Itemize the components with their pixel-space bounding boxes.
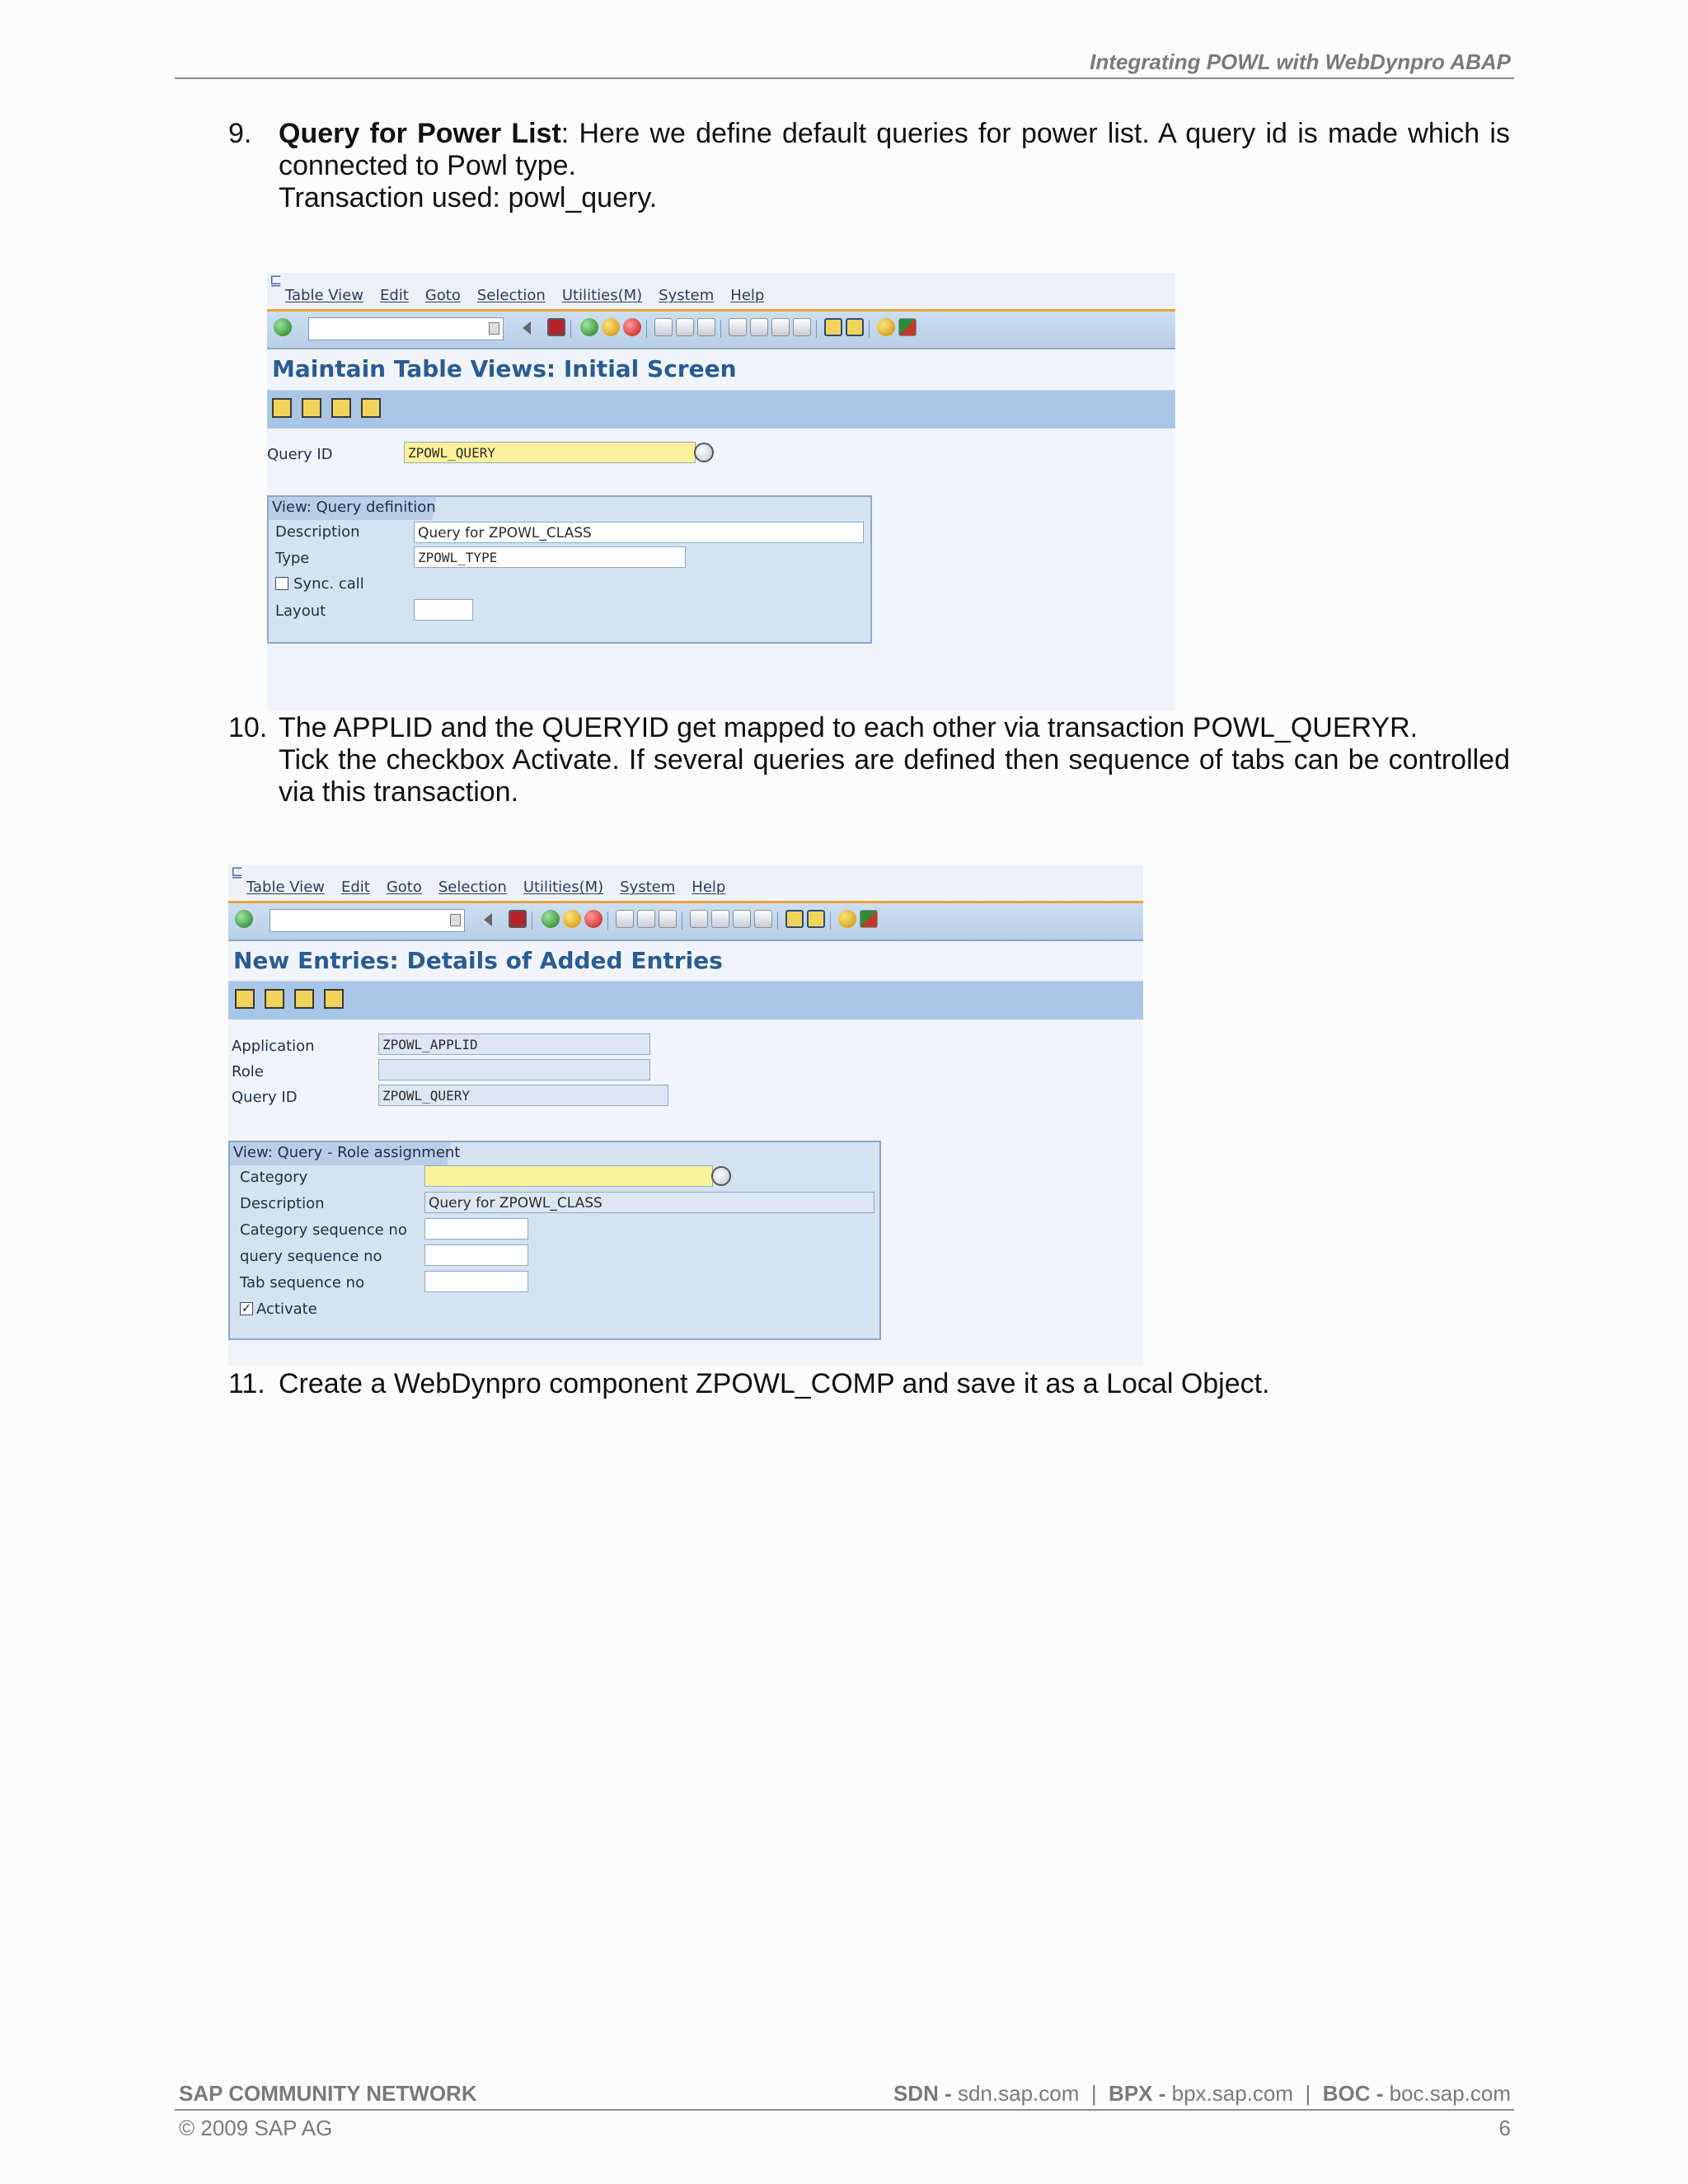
category-label: Category (240, 1169, 308, 1186)
step-11-line1: Create a WebDynpro component ZPOWL_COMP and save it as a Local Object. (279, 1368, 1270, 1399)
query-id-input[interactable]: ZPOWL_QUERY (404, 442, 696, 463)
document-header-title: Integrating POWL with WebDynpro ABAP (1090, 49, 1511, 74)
maintain-icon[interactable] (302, 398, 321, 418)
footer-network: SAP COMMUNITY NETWORK (179, 2081, 477, 2106)
footer-copyright: © 2009 SAP AG (179, 2116, 333, 2140)
step-10-text (279, 712, 1510, 808)
exit-icon-2[interactable] (563, 910, 581, 928)
query-definition-group (267, 495, 872, 644)
cancel-icon[interactable] (623, 318, 641, 336)
delete-icon[interactable] (361, 398, 381, 418)
back-icon[interactable] (580, 318, 598, 336)
step-9-text (279, 118, 1510, 214)
sap-standard-toolbar-2 (228, 901, 1143, 941)
step-10-line1: The APPLID and the QUERYID get mapped to each other via transaction POWL_QUERYR. (279, 712, 1418, 743)
find-next-icon-2[interactable] (659, 910, 677, 928)
menu-goto[interactable]: Goto (424, 287, 461, 304)
print-icon-2[interactable] (616, 910, 634, 928)
category-value-help-icon[interactable] (711, 1166, 731, 1186)
display-change-icon-2[interactable] (235, 989, 255, 1009)
menu-table-view-2[interactable]: Table View (246, 879, 325, 896)
exit-icon[interactable] (602, 318, 620, 336)
print-icon[interactable] (654, 318, 673, 336)
footer-sdn-link[interactable]: sdn.sap.com (957, 2081, 1080, 2106)
menu-system-2[interactable]: System (620, 879, 676, 896)
footer-rule (175, 2109, 1514, 2111)
layout-input[interactable] (414, 599, 473, 621)
previous-page-icon[interactable] (750, 318, 768, 336)
category-sequence-input[interactable] (424, 1218, 528, 1240)
menu-corner-icon-2: ⊑ (231, 865, 244, 881)
group-title-2: View: Query - Role assignment (230, 1142, 485, 1165)
shortcut-icon[interactable] (846, 318, 864, 336)
screen-title-2: New Entries: Details of Added Entries (233, 947, 723, 974)
find-next-icon[interactable] (697, 318, 715, 336)
menu-edit[interactable]: Edit (379, 287, 409, 304)
layout-menu-icon[interactable] (898, 318, 917, 336)
first-page-icon-2[interactable] (690, 910, 708, 928)
find-icon[interactable] (676, 318, 694, 336)
description-label: Description (275, 523, 360, 541)
query-id-input-2[interactable]: ZPOWL_QUERY (378, 1085, 668, 1106)
previous-page-icon-2[interactable] (711, 910, 729, 928)
step-11-number: 11. (228, 1368, 265, 1399)
application-toolbar-2 (228, 981, 1143, 1019)
sap-standard-toolbar (267, 309, 1175, 349)
step-9-line2: connected to Powl type. (279, 150, 577, 181)
sap-screenshot-maintain-table-views (267, 273, 1175, 711)
save-icon-2[interactable] (509, 910, 527, 928)
save-icon[interactable] (547, 318, 565, 336)
query-id-label-2: Query ID (232, 1089, 298, 1106)
sap-menu-bar (267, 273, 1175, 306)
back-arrow-icon[interactable] (523, 321, 531, 335)
menu-help[interactable]: Help (730, 287, 765, 304)
header-rule (175, 77, 1514, 79)
group-title: View: Query definition (269, 497, 461, 520)
last-page-icon[interactable] (793, 318, 811, 336)
screen-title: Maintain Table Views: Initial Screen (272, 355, 737, 382)
enter-check-icon-2[interactable] (235, 910, 253, 928)
last-page-icon-2[interactable] (754, 910, 772, 928)
next-page-icon[interactable] (771, 318, 790, 336)
next-page-icon-2[interactable] (733, 910, 751, 928)
menu-edit-2[interactable]: Edit (340, 879, 370, 896)
find-icon-2[interactable] (637, 910, 655, 928)
copy-icon[interactable] (331, 398, 351, 418)
footer-sdn-label: SDN - (893, 2081, 958, 2106)
role-input[interactable] (378, 1059, 650, 1080)
query-sequence-label: query sequence no (240, 1248, 382, 1265)
query-role-assignment-group (228, 1141, 881, 1340)
sap-menu-bar-2 (228, 865, 1143, 898)
step-10-line3: via this transaction. (279, 776, 519, 808)
footer-links (893, 2081, 1511, 2107)
step-9-line3: Transaction used: powl_query. (279, 182, 658, 213)
type-input[interactable]: ZPOWL_TYPE (414, 546, 686, 568)
display-change-icon[interactable] (272, 398, 292, 418)
menu-system[interactable]: System (659, 287, 715, 304)
shortcut-icon-2[interactable] (807, 910, 825, 928)
step-9-bold-title: Query for Power List (279, 118, 561, 149)
back-arrow-icon-2[interactable] (484, 913, 492, 926)
cancel-icon-2[interactable] (584, 910, 603, 928)
footer-boc-label: BOC - (1322, 2081, 1390, 2106)
footer-separator: | (1305, 2081, 1311, 2106)
type-label: Type (275, 550, 310, 567)
sync-call-label: Sync. call (293, 575, 364, 593)
role-label: Role (232, 1063, 264, 1080)
tab-sequence-input[interactable] (424, 1271, 528, 1292)
menu-goto-2[interactable]: Goto (386, 879, 422, 896)
menu-selection[interactable]: Selection (476, 287, 546, 304)
category-sequence-label: Category sequence no (240, 1221, 407, 1239)
description-input-2[interactable]: Query for ZPOWL_CLASS (424, 1192, 874, 1213)
copy-icon-2[interactable] (294, 989, 314, 1009)
tab-sequence-label: Tab sequence no (240, 1274, 365, 1291)
query-sequence-input[interactable] (424, 1244, 528, 1266)
create-session-icon[interactable] (824, 318, 842, 336)
step-9-line1: : Here we define default queries for power list. A query id is made which is (560, 118, 1510, 149)
step-10-line2: Tick the checkbox Activate. If several queries are defined then sequence of tabs can be controlled (279, 744, 1510, 776)
command-dropdown-icon-2[interactable] (450, 914, 461, 926)
footer-boc-link[interactable]: boc.sap.com (1389, 2081, 1511, 2106)
layout-label: Layout (275, 602, 326, 620)
activate-checkbox[interactable]: ✓ (240, 1302, 253, 1315)
query-id-label: Query ID (267, 446, 333, 463)
footer-bpx-label: BPX - (1109, 2081, 1172, 2106)
footer-separator: | (1090, 2081, 1097, 2106)
application-label: Application (232, 1038, 315, 1055)
command-field-2[interactable] (270, 909, 465, 932)
enter-check-icon[interactable] (274, 318, 292, 336)
description-label-2: Description (240, 1195, 325, 1212)
menu-selection-2[interactable]: Selection (438, 879, 507, 896)
delete-icon-2[interactable] (324, 989, 344, 1009)
activate-label: Activate (256, 1301, 317, 1318)
help-icon[interactable] (877, 318, 895, 336)
step-9-number: 9. (228, 118, 252, 149)
menu-utilities[interactable]: Utilities(M) (561, 287, 643, 304)
layout-menu-icon-2[interactable] (860, 910, 878, 928)
maintain-icon-2[interactable] (265, 989, 284, 1009)
menu-corner-icon: ⊑ (270, 273, 283, 289)
description-input[interactable]: Query for ZPOWL_CLASS (414, 522, 864, 543)
footer-bpx-link[interactable]: bpx.sap.com (1171, 2081, 1294, 2106)
sync-call-checkbox[interactable] (275, 577, 288, 590)
value-help-icon[interactable] (694, 443, 714, 462)
create-session-icon-2[interactable] (785, 910, 804, 928)
menu-table-view[interactable]: Table View (285, 287, 363, 304)
menu-utilities-2[interactable]: Utilities(M) (523, 879, 604, 896)
command-dropdown-icon[interactable] (489, 322, 499, 335)
application-input[interactable]: ZPOWL_APPLID (378, 1033, 650, 1055)
menu-help-2[interactable]: Help (692, 879, 726, 896)
category-input[interactable] (424, 1165, 713, 1187)
step-11-text (279, 1368, 1510, 1400)
application-toolbar (267, 390, 1175, 429)
command-field[interactable] (308, 317, 504, 340)
help-icon-2[interactable] (838, 910, 856, 928)
sap-screenshot-new-entries (228, 865, 1143, 1366)
page-number: 6 (1498, 2116, 1511, 2140)
step-10-number: 10. (228, 712, 268, 743)
first-page-icon[interactable] (729, 318, 747, 336)
back-icon-2[interactable] (542, 910, 560, 928)
